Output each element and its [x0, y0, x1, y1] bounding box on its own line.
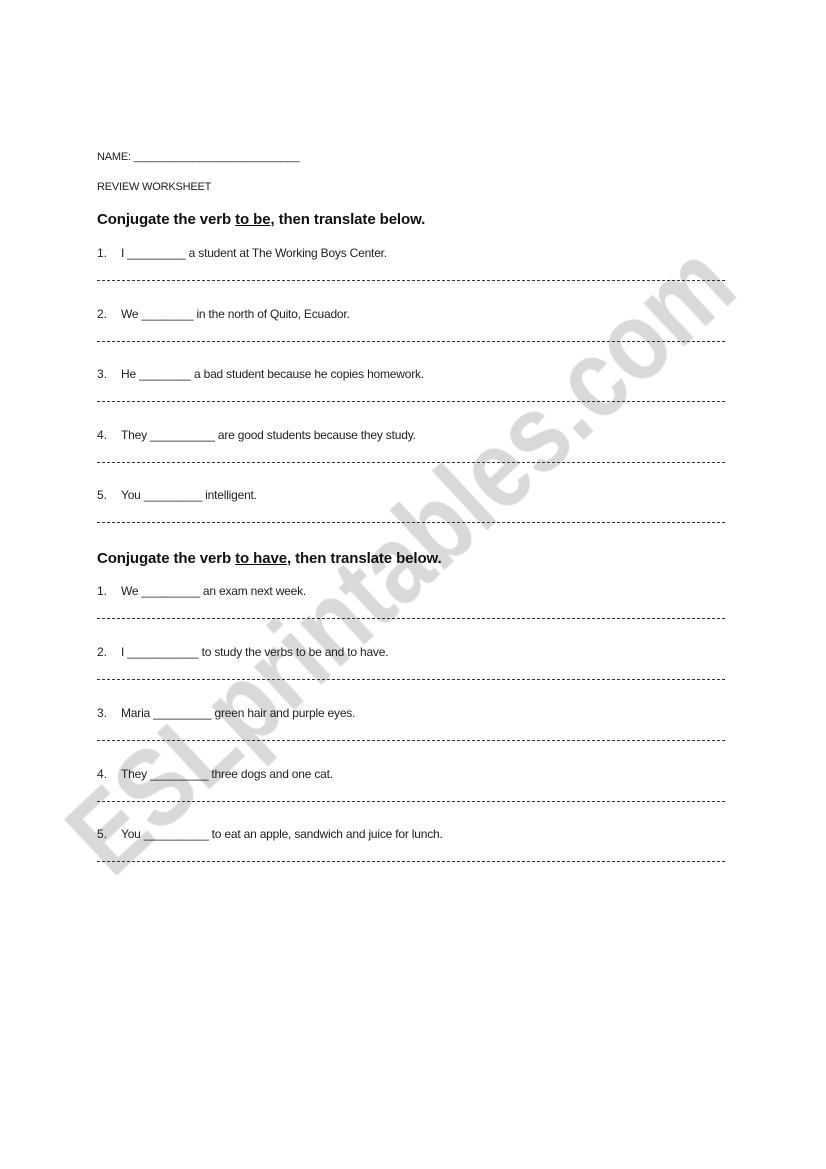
exercise-item	[97, 767, 725, 827]
answer-line	[97, 678, 725, 680]
heading-text: Conjugate the verb	[97, 550, 236, 567]
heading-text: Conjugate the verb	[97, 211, 236, 228]
heading-verb: to have	[235, 550, 287, 567]
heading-text: , then translate below.	[270, 211, 426, 228]
item-text: We _________ an exam next week.	[121, 584, 307, 598]
answer-line	[97, 279, 725, 281]
exercise-item	[97, 307, 725, 367]
item-number: 3.	[97, 706, 108, 720]
answer-line	[97, 860, 725, 862]
answer-line	[97, 739, 725, 741]
item-number: 3.	[97, 367, 108, 381]
exercise-item	[97, 367, 725, 427]
item-number: 1.	[97, 584, 108, 598]
name-field-label: NAME: ____________________________	[97, 151, 300, 163]
item-number: 4.	[97, 767, 108, 781]
section-heading-to-be	[97, 211, 425, 228]
item-text: We ________ in the north of Quito, Ecuador.	[121, 307, 350, 321]
item-text: He ________ a bad student because he copies homework.	[121, 367, 424, 381]
heading-verb: to be	[235, 211, 271, 228]
item-text: They _________ three dogs and one cat.	[121, 767, 333, 781]
worksheet-subtitle: REVIEW WORKSHEET	[97, 181, 212, 193]
item-number: 5.	[97, 827, 108, 841]
item-text: You __________ to eat an apple, sandwich and juice for lunch.	[121, 827, 443, 841]
exercise-item	[97, 645, 725, 705]
exercise-item	[97, 706, 725, 766]
exercise-item	[97, 488, 725, 548]
heading-text: , then translate below.	[286, 550, 442, 567]
answer-line	[97, 340, 725, 342]
item-text: Maria _________ green hair and purple eyes.	[121, 706, 356, 720]
answer-line	[97, 617, 725, 619]
item-number: 2.	[97, 307, 108, 321]
item-number: 4.	[97, 428, 108, 442]
item-text: You _________ intelligent.	[121, 488, 257, 502]
item-number: 2.	[97, 645, 108, 659]
exercise-item	[97, 246, 725, 306]
item-text: I ___________ to study the verbs to be and to have.	[121, 645, 389, 659]
item-text: They __________ are good students because they study.	[121, 428, 416, 442]
exercise-item	[97, 584, 725, 644]
section-heading-to-have	[97, 550, 442, 567]
answer-line	[97, 800, 725, 802]
item-number: 1.	[97, 246, 108, 260]
item-text: I _________ a student at The Working Boys Center.	[121, 246, 387, 260]
exercise-item	[97, 428, 725, 488]
answer-line	[97, 461, 725, 463]
answer-line	[97, 521, 725, 523]
answer-line	[97, 400, 725, 402]
exercise-item	[97, 827, 725, 887]
item-number: 5.	[97, 488, 108, 502]
